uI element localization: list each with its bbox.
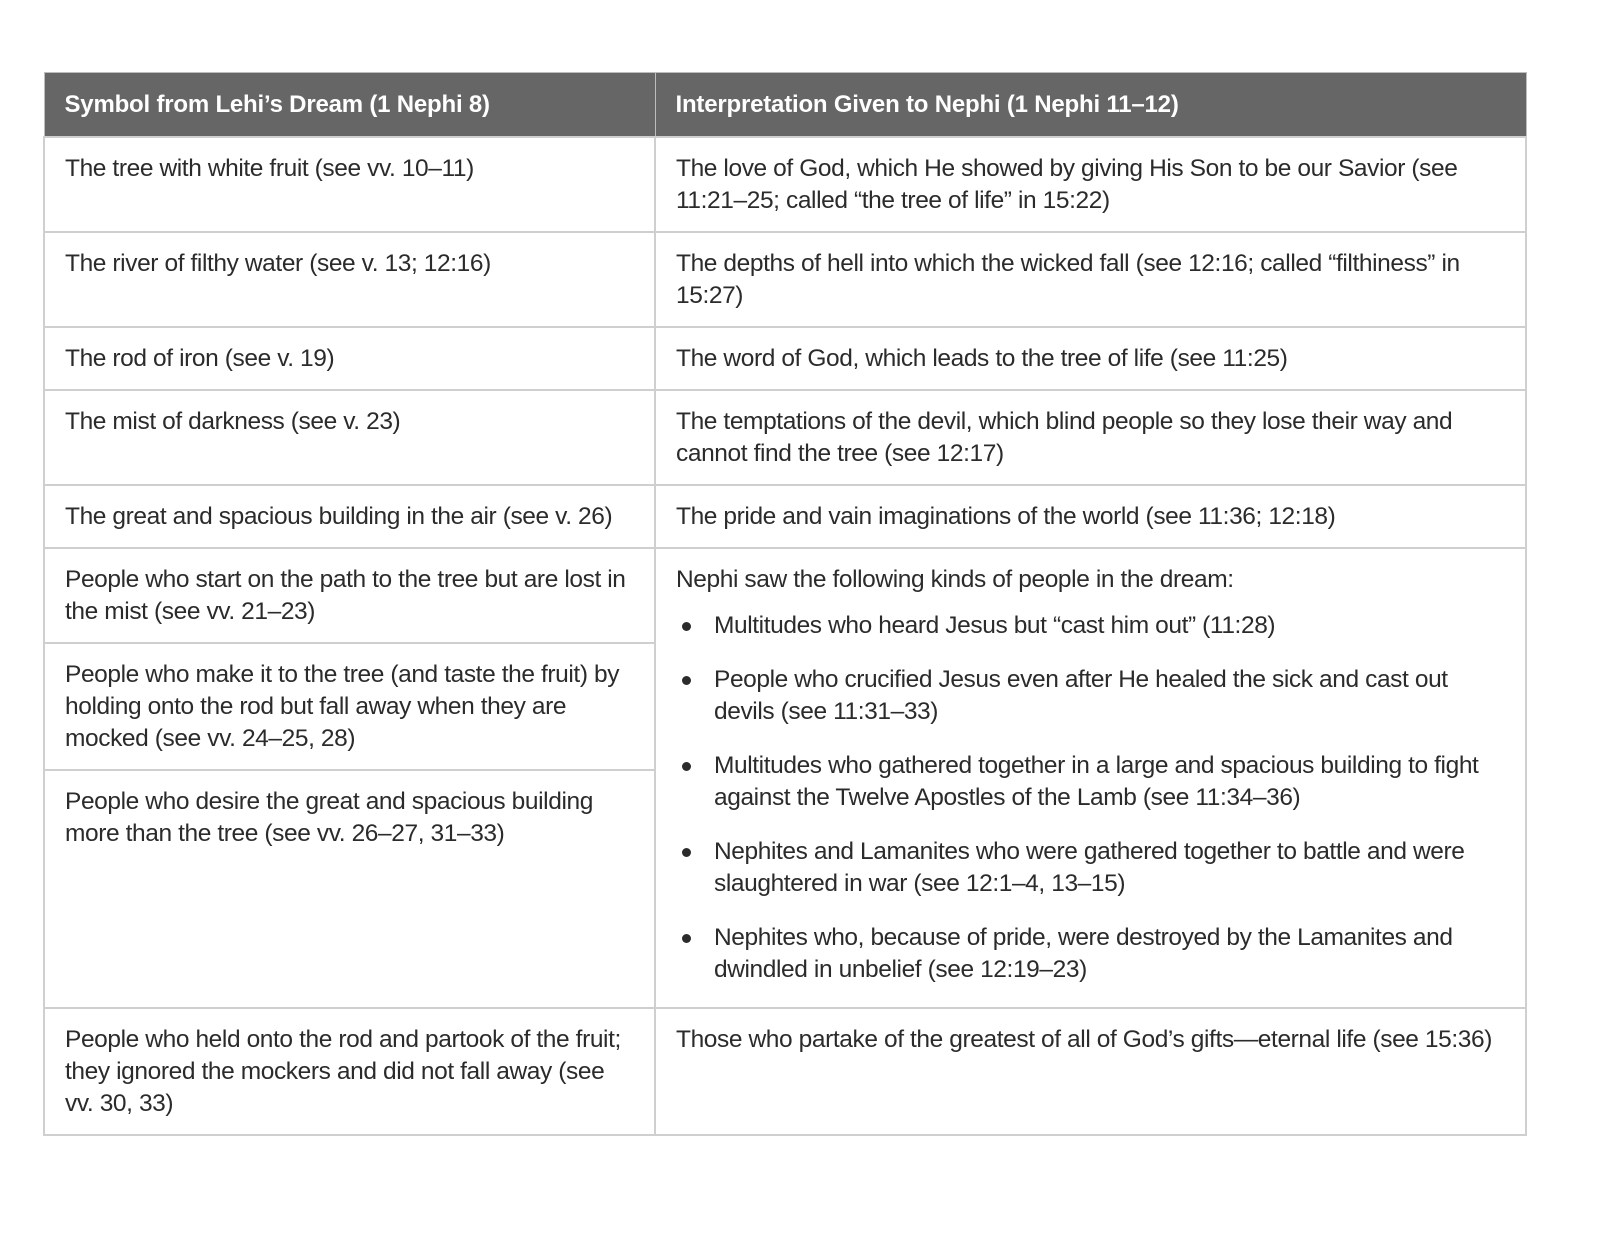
people-interpretation-cell [655, 548, 1526, 1008]
list-item [676, 750, 1505, 814]
symbol-cell: People who make it to the tree (and taste the fruit) by holding onto the rod but fall away when they are mocked (see vv. 24–25, 28) [44, 643, 655, 770]
list-item [676, 922, 1505, 986]
table-row [44, 548, 1526, 643]
symbol-cell: People who desire the great and spacious building more than the tree (see vv. 26–27, 31–33) [44, 770, 655, 1008]
header-row [44, 73, 1526, 138]
bullet-icon [682, 622, 691, 631]
list-item-text: Nephites who, because of pride, were destroyed by the Lamanites and dwindled in unbelief (see 12:19–23) [714, 924, 1453, 983]
list-item [676, 610, 1505, 642]
bullet-icon [682, 676, 691, 685]
table-row [44, 137, 1526, 232]
interpretation-cell: The depths of hell into which the wicked fall (see 12:16; called “filthiness” in 15:27) [655, 232, 1526, 327]
interpretation-cell: The pride and vain imaginations of the world (see 11:36; 12:18) [655, 485, 1526, 548]
symbol-column-header: Symbol from Lehi’s Dream (1 Nephi 8) [44, 73, 655, 138]
table-row [44, 327, 1526, 390]
interpretation-cell: The word of God, which leads to the tree of life (see 11:25) [655, 327, 1526, 390]
table-body [44, 137, 1526, 1135]
symbol-cell: The great and spacious building in the air (see v. 26) [44, 485, 655, 548]
table-row [44, 1008, 1526, 1135]
table-row [44, 485, 1526, 548]
people-list [676, 610, 1505, 986]
bullet-icon [682, 762, 691, 771]
symbol-cell: People who held onto the rod and partook of the fruit; they ignored the mockers and did not fall away (see vv. 30, 33) [44, 1008, 655, 1135]
people-intro: Nephi saw the following kinds of people in the dream: [676, 566, 1234, 593]
list-item-text: Multitudes who gathered together in a large and spacious building to fight against the Twelve Apostles of the Lamb (see 11:34–36) [714, 752, 1479, 811]
bullet-icon [682, 848, 691, 857]
list-item-text: Multitudes who heard Jesus but “cast him out” (11:28) [714, 612, 1276, 639]
bullet-icon [682, 934, 691, 943]
list-item-text: Nephites and Lamanites who were gathered together to battle and were slaughtered in war (see 12:1–4, 13–15) [714, 838, 1465, 897]
interpretation-cell: Those who partake of the greatest of all of God’s gifts—eternal life (see 15:36) [655, 1008, 1526, 1135]
table-row [44, 232, 1526, 327]
symbol-cell: The rod of iron (see v. 19) [44, 327, 655, 390]
list-item [676, 836, 1505, 900]
table-row [44, 390, 1526, 485]
table-header [44, 73, 1526, 138]
interpretation-column-header: Interpretation Given to Nephi (1 Nephi 11–12) [655, 73, 1526, 138]
interpretation-cell: The temptations of the devil, which blind people so they lose their way and cannot find the tree (see 12:17) [655, 390, 1526, 485]
interpretation-cell: The love of God, which He showed by giving His Son to be our Savior (see 11:21–25; called “the tree of life” in 15:22) [655, 137, 1526, 232]
list-item [676, 664, 1505, 728]
symbol-cell: The mist of darkness (see v. 23) [44, 390, 655, 485]
symbol-cell: The river of filthy water (see v. 13; 12:16) [44, 232, 655, 327]
symbols-interpretation-table [43, 72, 1527, 1136]
symbol-cell: The tree with white fruit (see vv. 10–11) [44, 137, 655, 232]
symbol-cell: People who start on the path to the tree but are lost in the mist (see vv. 21–23) [44, 548, 655, 643]
list-item-text: People who crucified Jesus even after He healed the sick and cast out devils (see 11:31–33) [714, 666, 1448, 725]
